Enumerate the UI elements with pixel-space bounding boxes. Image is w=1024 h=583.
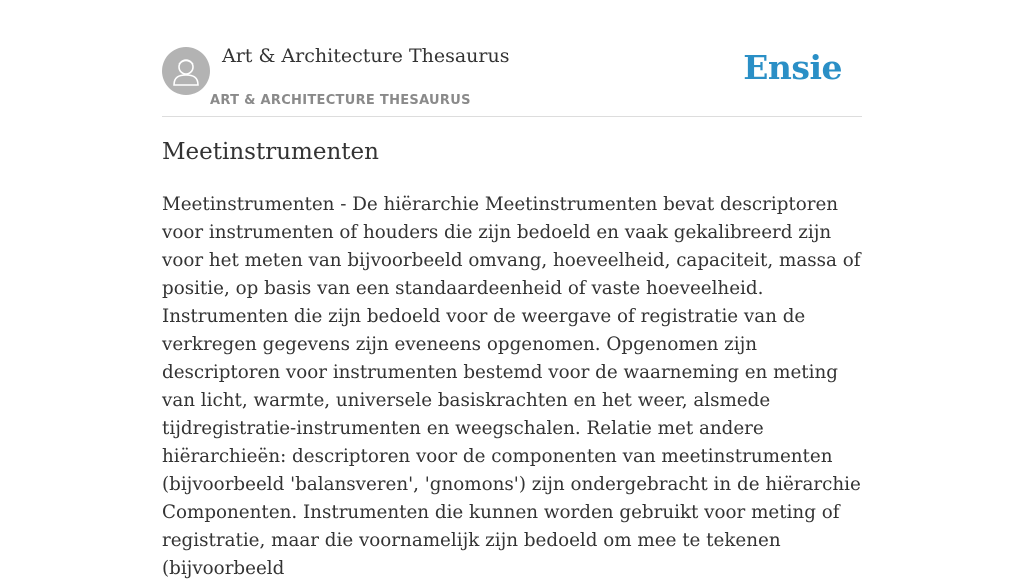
ensie-logo[interactable]: Ensie xyxy=(743,48,842,87)
user-silhouette-icon xyxy=(162,47,210,95)
page xyxy=(162,0,862,579)
source-name[interactable]: Art & Architecture Thesaurus xyxy=(222,45,510,67)
page-title: Meetinstrumenten xyxy=(162,139,379,165)
article-body: Meetinstrumenten - De hiërarchie Meetinstrumenten bevat descriptoren voor instrumenten of houders die zijn bedoeld en vaak gekalibreerd zijn voor het meten van bijvoorbeeld omvang, hoeveelheid, capaciteit, massa of positie, op basis van een standaardeenheid of vaste hoeveelheid. Instrumenten die zijn bedoeld voor de weergave of registratie van de verkregen gegevens zijn eveneens opgenomen. Opgenomen zijn descriptoren voor instrumenten bestemd voor de waarneming en meting van licht, warmte, universele basiskrachten en het weer, alsmede tijdregistratie-instrumenten en weegschalen. Relatie met andere hiërarchieën: descriptoren voor de componenten van meetinstrumenten (bijvoorbeeld 'balansveren', 'gnomons') zijn ondergebracht in de hiërarchie Componenten. Instrumenten die kunnen worden gebruikt voor meting of registratie, maar die voornamelijk zijn bedoeld om mee te tekenen (bijvoorbeeld xyxy=(162,194,861,579)
avatar[interactable] xyxy=(162,47,210,95)
source-header xyxy=(162,0,862,117)
source-label[interactable]: ART & ARCHITECTURE THESAURUS xyxy=(210,93,471,108)
